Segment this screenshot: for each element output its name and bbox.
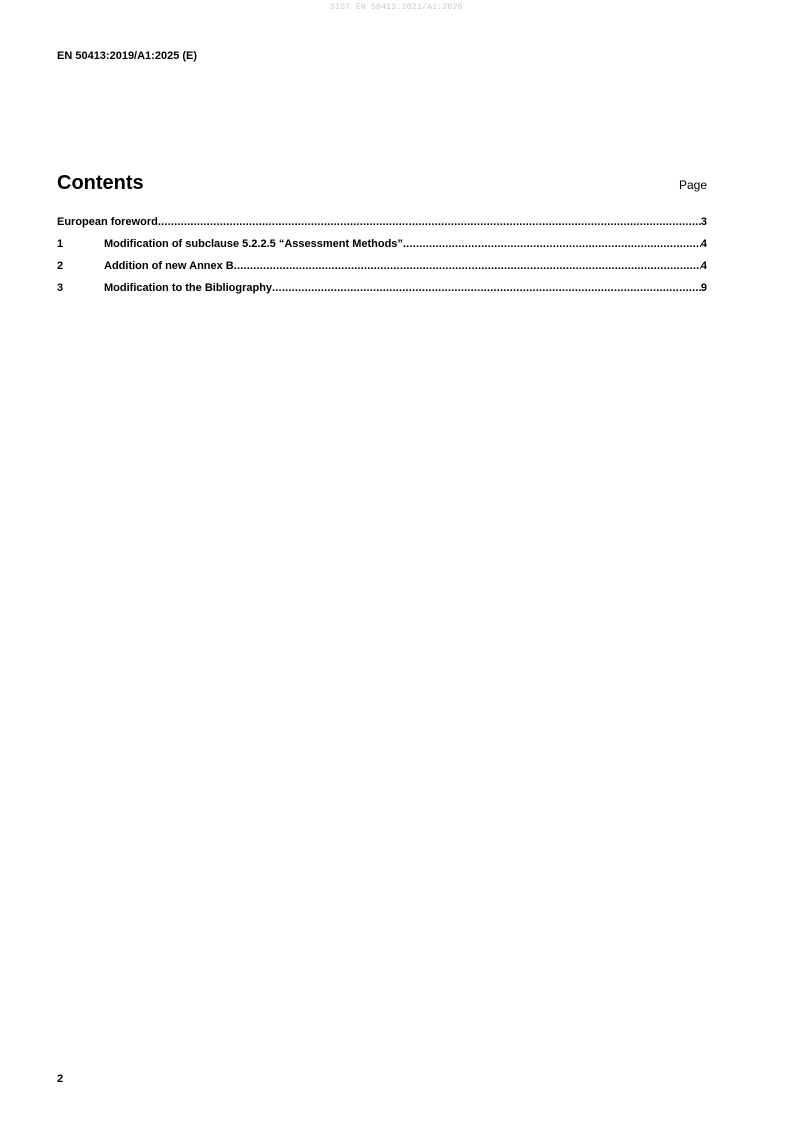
toc-entry-title: Modification to the Bibliography [104,282,273,294]
toc-entry-title: Modification of subclause 5.2.2.5 “Assessment Methods” [104,238,403,250]
toc-dot-leader [158,216,701,228]
toc-entry-page: 9 [700,282,707,294]
contents-title: Contents [57,172,144,194]
toc-dot-leader [403,238,701,250]
table-of-contents [57,216,707,304]
watermark: SIST EN 50413:2021/A1:2026 [330,3,463,12]
document-id: EN 50413:2019/A1:2025 (E) [57,50,198,62]
toc-entry-page: 4 [700,260,707,272]
toc-entry-number: 2 [57,260,64,272]
toc-entry-3[interactable] [57,282,707,304]
contents-header [57,172,707,198]
toc-entry-number: 1 [57,238,64,250]
toc-entry-title: Addition of new Annex B [104,260,234,272]
page-column-label: Page [678,178,707,192]
toc-entry-page: 3 [700,216,707,228]
toc-dot-leader [234,260,701,272]
toc-entry-2[interactable] [57,260,707,282]
toc-entry-foreword[interactable] [57,216,707,238]
page-number: 2 [57,1073,64,1085]
toc-entry-title: European foreword [57,216,158,228]
toc-entry-page: 4 [700,238,707,250]
toc-dot-leader [272,282,701,294]
toc-entry-1[interactable] [57,238,707,260]
toc-entry-number: 3 [57,282,64,294]
